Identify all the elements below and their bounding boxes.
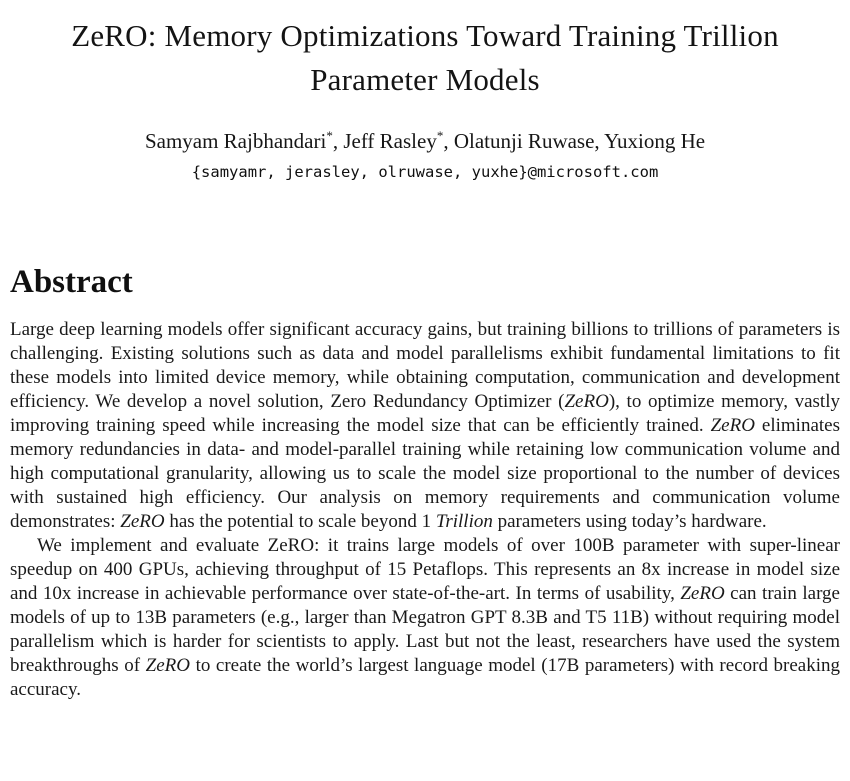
abstract-paragraph-1 xyxy=(10,318,840,534)
text-run: ZeRO xyxy=(145,655,190,676)
paper-title xyxy=(0,0,850,102)
text-run: can train large models of up to 13B parameters (e.g., larger than Megatron GPT 8.3B and T5 11B) without requiring model parallelism which is harder for scientists to apply. Last but not the least, researchers have used the system breakthroughs of xyxy=(10,583,840,676)
text-run: eliminates memory redundancies in data- and model-parallel training while retaining low communication volume and high computational granularity, allowing us to scale the model size proportional to the number of devices with sustained high efficiency. Our analysis on memory requirements and communication volume demonstrates: xyxy=(10,415,840,532)
text-run: to create the world’s largest language model (17B parameters) with record breaking accuracy. xyxy=(10,655,840,700)
abstract-paragraph-2 xyxy=(10,534,840,702)
text-run: Trillion xyxy=(435,511,493,532)
text-run: * xyxy=(326,128,333,143)
paper-title-line-2: Parameter Models xyxy=(310,62,540,97)
text-run: , Olatunji Ruwase, Yuxiong He xyxy=(443,129,706,153)
paper-title-line-1: ZeRO: Memory Optimizations Toward Training Trillion xyxy=(71,18,779,53)
text-run: , Jeff Rasley xyxy=(332,129,437,153)
text-run: parameters using today’s hardware. xyxy=(492,511,767,532)
text-run: ZeRO xyxy=(710,415,755,436)
text-run: ZeRO xyxy=(564,391,609,412)
abstract-body xyxy=(10,318,840,702)
text-run: * xyxy=(436,128,444,143)
authors-email-line: {samyamr, jerasley, olruwase, yuxhe}@microsoft.com xyxy=(191,163,659,181)
abstract-heading: Abstract xyxy=(10,264,133,300)
text-run: Large deep learning models offer significant accuracy gains, but training billions to trillions of parameters is challenging. Existing solutions such as data and model parallelisms exhibit fundamental limitations to fit these models into limited device memory, while obtaining computation, communication and development efficiency. We develop a novel solution, Zero Redundancy Optimizer ( xyxy=(10,319,840,412)
text-run: Samyam Rajbhandari xyxy=(144,129,327,153)
text-run: We implement and evaluate ZeRO: it trains large models of over 100B parameter with super-linear speedup on 400 GPUs, achieving throughput of 15 Petaflops. This represents an 8x increase in model size and 10x increase in achievable performance over state-of-the-art. In terms of usability, xyxy=(10,535,840,604)
text-run: ZeRO xyxy=(120,511,165,532)
authors-line xyxy=(0,128,850,155)
text-run: has the potential to scale beyond 1 xyxy=(164,511,436,532)
text-run: ), to optimize memory, vastly improving training speed while increasing the model size that can be efficiently trained. xyxy=(10,391,840,436)
text-run: ZeRO xyxy=(680,583,725,604)
